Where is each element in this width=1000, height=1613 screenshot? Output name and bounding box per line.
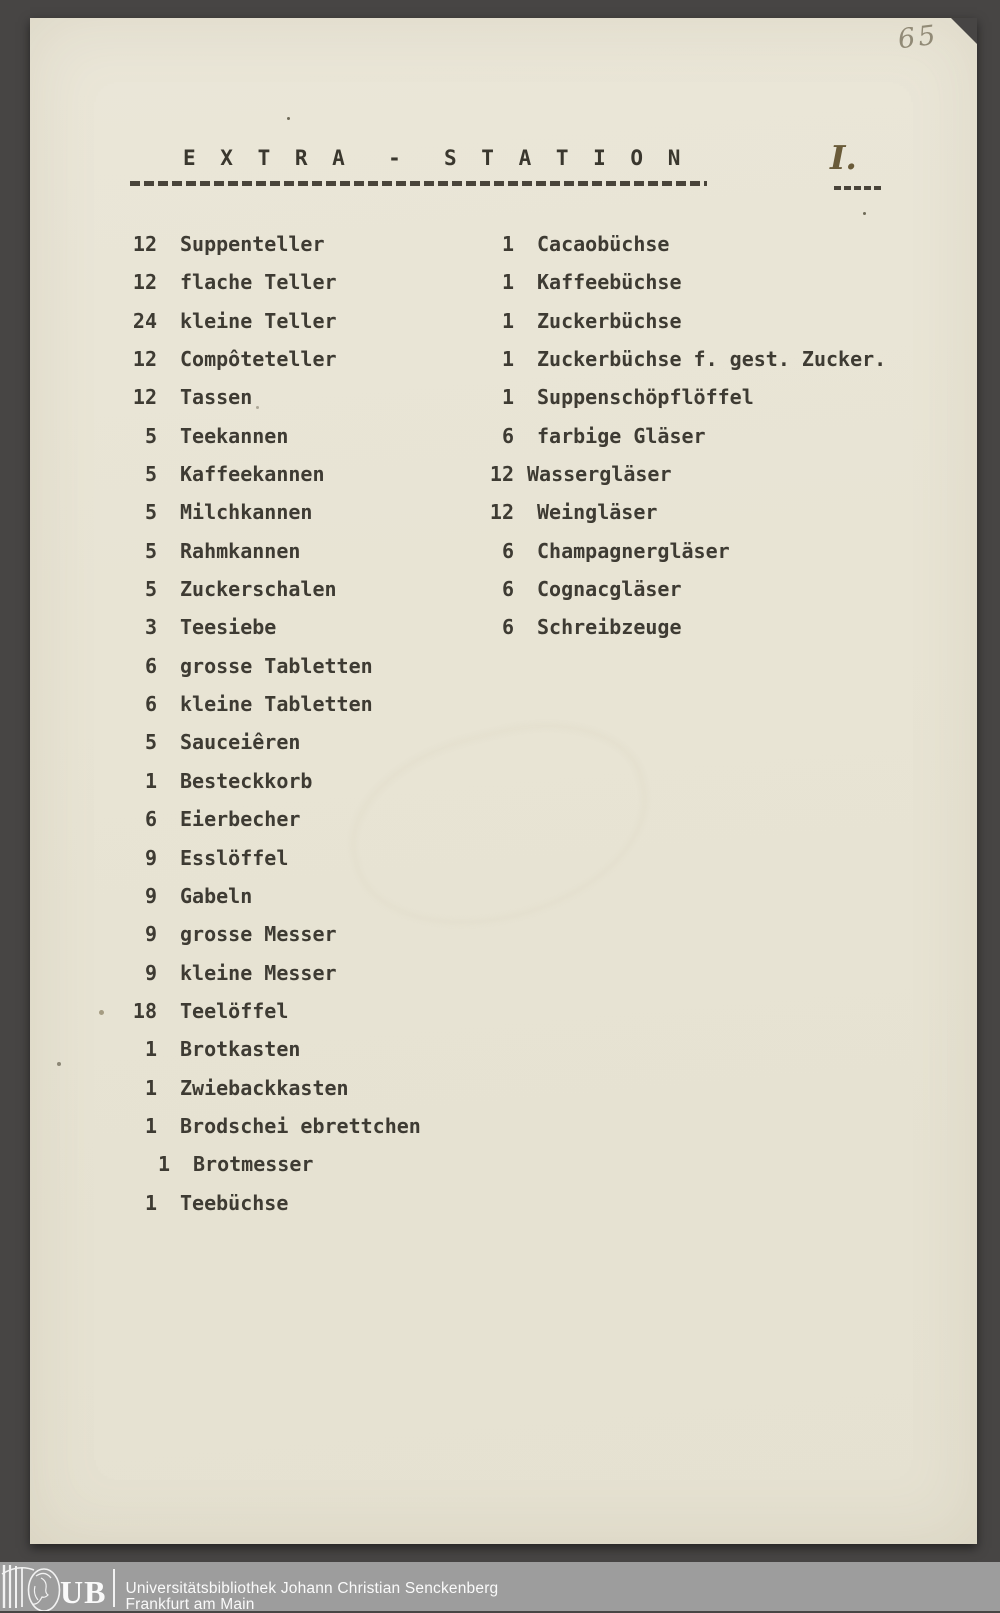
item-quantity: 6 bbox=[144, 807, 157, 832]
inventory-row bbox=[115, 1037, 421, 1075]
item-quantity: 1 bbox=[144, 1190, 157, 1215]
inventory-row bbox=[450, 385, 886, 423]
inventory-row bbox=[450, 615, 886, 653]
ub-logo-graphic bbox=[0, 1562, 62, 1611]
item-quantity: 6 bbox=[144, 653, 157, 678]
item-quantity: 12 bbox=[132, 347, 157, 372]
inventory-row bbox=[450, 424, 886, 462]
inventory-row bbox=[128, 1152, 421, 1190]
item-quantity: 1 bbox=[501, 308, 514, 333]
item-quantity: 1 bbox=[501, 385, 514, 410]
page-title: E X T R A - S T A T I O N bbox=[183, 146, 687, 170]
item-name: Suppenschöpflöffel bbox=[537, 385, 754, 410]
inventory-row bbox=[450, 309, 886, 347]
ub-logo bbox=[0, 1562, 125, 1611]
ub-logo-text: UB bbox=[60, 1574, 107, 1610]
inventory-row bbox=[450, 577, 886, 615]
item-quantity: 1 bbox=[501, 270, 514, 295]
inventory-row bbox=[450, 232, 886, 270]
item-name: Zuckerbüchse f. gest. Zucker. bbox=[537, 347, 887, 372]
item-name: Teebüchse bbox=[180, 1190, 289, 1215]
inventory-row bbox=[115, 462, 421, 500]
inventory-row bbox=[450, 270, 886, 308]
inventory-row bbox=[115, 270, 421, 308]
item-quantity: 5 bbox=[144, 500, 157, 525]
item-name: Cognacgläser bbox=[537, 577, 682, 602]
item-quantity: 1 bbox=[144, 768, 157, 793]
inventory-row bbox=[115, 654, 421, 692]
item-quantity: 6 bbox=[144, 692, 157, 717]
item-quantity: 5 bbox=[144, 730, 157, 755]
logo-divider bbox=[113, 1569, 115, 1607]
scanned-document-page bbox=[30, 18, 977, 1544]
item-quantity: 9 bbox=[144, 922, 157, 947]
item-name: grosse Messer bbox=[180, 922, 337, 947]
inventory-row bbox=[115, 922, 421, 960]
item-name: Zwiebackkasten bbox=[180, 1075, 349, 1100]
inventory-row bbox=[115, 232, 421, 270]
paper-speck bbox=[863, 212, 866, 215]
item-name: farbige Gläser bbox=[537, 423, 706, 448]
inventory-right-column bbox=[450, 232, 886, 654]
paper-corner-clip bbox=[951, 18, 977, 44]
inventory-row bbox=[115, 1076, 421, 1114]
item-name: Rahmkannen bbox=[180, 538, 301, 563]
inventory-row bbox=[450, 500, 886, 538]
inventory-row bbox=[450, 347, 886, 385]
item-quantity: 12 bbox=[489, 462, 514, 487]
library-footer-bar bbox=[0, 1562, 1000, 1611]
item-name: Weingläser bbox=[537, 500, 658, 525]
item-quantity: 6 bbox=[501, 423, 514, 448]
item-quantity: 24 bbox=[132, 308, 157, 333]
item-quantity: 9 bbox=[144, 845, 157, 870]
item-name: Compôteteller bbox=[180, 347, 337, 372]
paper-speck bbox=[287, 117, 290, 120]
item-quantity: 1 bbox=[501, 232, 514, 256]
item-quantity: 12 bbox=[132, 270, 157, 295]
library-location: Frankfurt am Main bbox=[125, 1596, 255, 1613]
item-quantity: 1 bbox=[144, 1075, 157, 1100]
inventory-row bbox=[115, 577, 421, 615]
item-name: Brotmesser bbox=[193, 1152, 314, 1177]
item-name: Kaffeebüchse bbox=[537, 270, 682, 295]
handwritten-section-mark: I. bbox=[830, 138, 857, 177]
item-quantity: 6 bbox=[501, 538, 514, 563]
item-quantity: 5 bbox=[144, 577, 157, 602]
paper-speck bbox=[57, 1062, 61, 1066]
item-name: kleine Messer bbox=[180, 960, 337, 985]
item-name: Kaffeekannen bbox=[180, 462, 325, 487]
item-quantity: 12 bbox=[132, 232, 157, 256]
item-name: Sauceiêren bbox=[180, 730, 301, 755]
item-quantity: 3 bbox=[144, 615, 157, 640]
inventory-row bbox=[115, 424, 421, 462]
item-name: Besteckkorb bbox=[180, 768, 313, 793]
item-name: kleine Teller bbox=[180, 308, 337, 333]
item-quantity: 6 bbox=[501, 577, 514, 602]
item-quantity: 9 bbox=[144, 960, 157, 985]
item-name: Wassergläser bbox=[527, 462, 672, 487]
item-quantity: 5 bbox=[144, 423, 157, 448]
item-quantity: 6 bbox=[501, 615, 514, 640]
item-quantity: 5 bbox=[144, 462, 157, 487]
item-quantity: 1 bbox=[157, 1152, 170, 1177]
item-name: Teelöffel bbox=[180, 998, 289, 1023]
inventory-row bbox=[115, 615, 421, 653]
item-name: Teekannen bbox=[180, 423, 289, 448]
paper-speck bbox=[256, 406, 259, 409]
item-name: Eierbecher bbox=[180, 807, 301, 832]
paper-speck bbox=[99, 1010, 104, 1015]
item-name: Gabeln bbox=[180, 883, 253, 908]
item-name: Suppenteller bbox=[180, 232, 325, 256]
item-name: Brodschei ebrettchen bbox=[180, 1113, 421, 1138]
title-underline-dashes bbox=[130, 181, 707, 186]
item-name: Cacaobüchse bbox=[537, 232, 670, 256]
library-name-block bbox=[125, 1581, 498, 1613]
inventory-row bbox=[115, 692, 421, 730]
item-name: Teesiebe bbox=[180, 615, 277, 640]
item-quantity: 18 bbox=[132, 998, 157, 1023]
inventory-row bbox=[450, 539, 886, 577]
inventory-row bbox=[115, 1191, 421, 1229]
inventory-left-column bbox=[115, 232, 421, 1229]
inventory-row bbox=[115, 309, 421, 347]
item-quantity: 1 bbox=[144, 1113, 157, 1138]
item-quantity: 1 bbox=[501, 347, 514, 372]
item-name: Schreibzeuge bbox=[537, 615, 682, 640]
item-quantity: 1 bbox=[144, 1037, 157, 1062]
item-name: Zuckerbüchse bbox=[537, 308, 682, 333]
inventory-row bbox=[115, 500, 421, 538]
item-name: Brotkasten bbox=[180, 1037, 301, 1062]
inventory-row bbox=[115, 730, 421, 768]
inventory-row bbox=[115, 1114, 421, 1152]
item-quantity: 9 bbox=[144, 883, 157, 908]
item-name: Zuckerschalen bbox=[180, 577, 337, 602]
item-name: kleine Tabletten bbox=[180, 692, 373, 717]
inventory-row bbox=[450, 462, 886, 500]
item-name: Tassen bbox=[180, 385, 253, 410]
inventory-row bbox=[115, 385, 421, 423]
handwritten-page-number: 65 bbox=[896, 19, 941, 56]
inventory-row bbox=[115, 961, 421, 999]
item-name: grosse Tabletten bbox=[180, 653, 373, 678]
inventory-row bbox=[115, 539, 421, 577]
inventory-row bbox=[115, 999, 421, 1037]
inventory-row bbox=[115, 347, 421, 385]
item-name: Milchkannen bbox=[180, 500, 313, 525]
section-mark-underline-dashes bbox=[834, 186, 882, 190]
item-quantity: 12 bbox=[489, 500, 514, 525]
item-quantity: 12 bbox=[132, 385, 157, 410]
library-name: Universitätsbibliothek Johann Christian Senckenberg bbox=[125, 1580, 499, 1597]
item-name: flache Teller bbox=[180, 270, 337, 295]
item-name: Esslöffel bbox=[180, 845, 289, 870]
item-name: Champagnergläser bbox=[537, 538, 730, 563]
item-quantity: 5 bbox=[144, 538, 157, 563]
